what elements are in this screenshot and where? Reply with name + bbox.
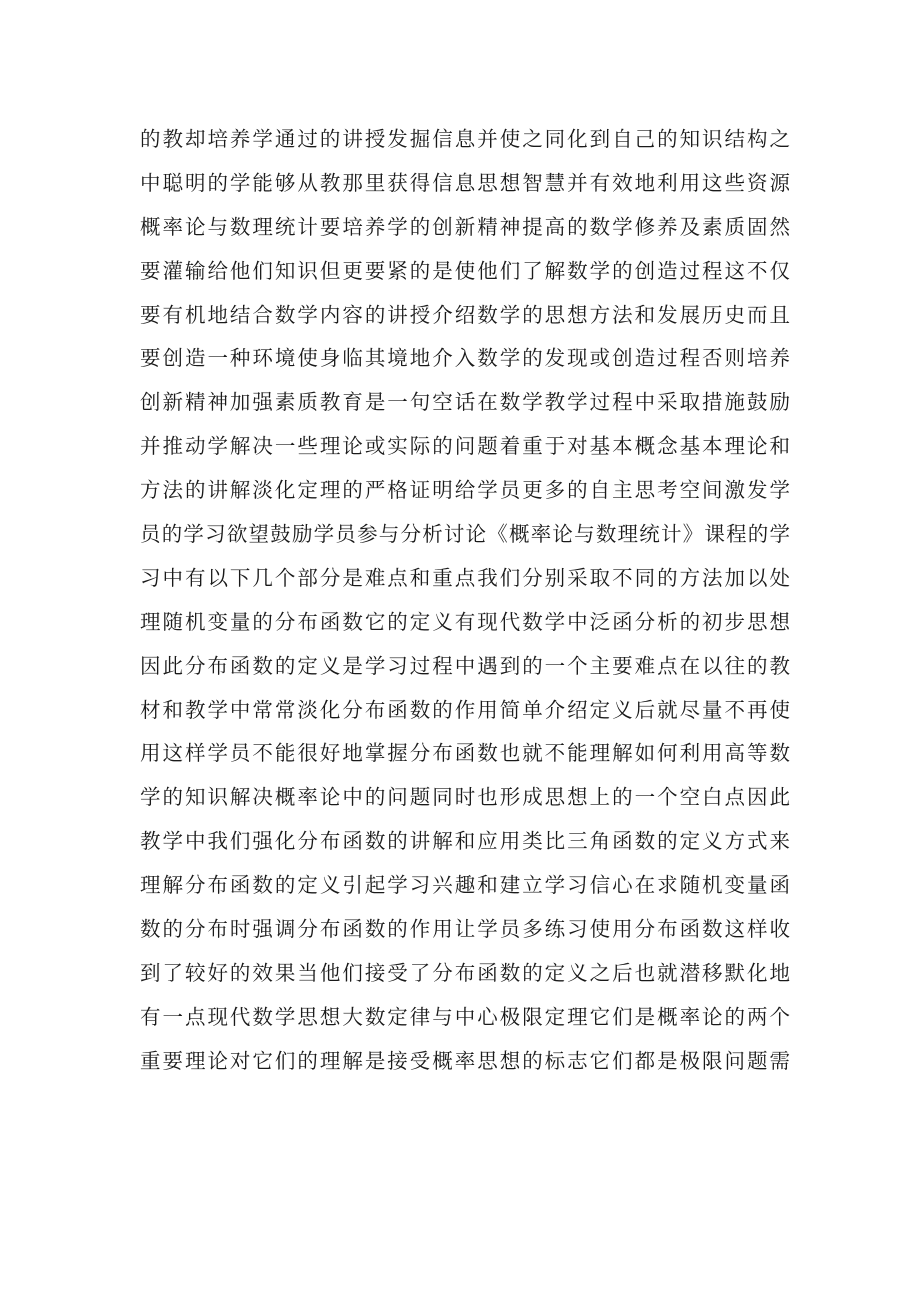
- text-line: 员的学习欲望鼓励学员参与分析讨论《概率论与数理统计》课程的学: [140, 522, 790, 547]
- text-line: 要有机地结合数学内容的讲授介绍数学的思想方法和发展历史而且: [140, 302, 790, 327]
- text-line: 方法的讲解淡化定理的严格证明给学员更多的自主思考空间激发学: [140, 478, 790, 503]
- text-line: 用这样学员不能很好地掌握分布函数也就不能理解如何利用高等数: [140, 741, 790, 766]
- text-line: 习中有以下几个部分是难点和重点我们分别采取不同的方法加以处: [140, 565, 790, 590]
- text-line: 有一点现代数学思想大数定律与中心极限定理它们是概率论的两个: [140, 1004, 790, 1029]
- text-line: 重要理论对它们的理解是接受概率思想的标志它们都是极限问题需: [140, 1048, 790, 1073]
- text-line: 中聪明的学能够从教那里获得信息思想智慧并有效地利用这些资源: [140, 170, 790, 195]
- text-line: 学的知识解决概率论中的问题同时也形成思想上的一个空白点因此: [140, 785, 790, 810]
- text-line: 因此分布函数的定义是学习过程中遇到的一个主要难点在以往的教: [140, 653, 790, 678]
- text-line: 并推动学解决一些理论或实际的问题着重于对基本概念基本理论和: [140, 434, 790, 459]
- text-line: 教学中我们强化分布函数的讲解和应用类比三角函数的定义方式来: [140, 829, 790, 854]
- text-line: 到了较好的效果当他们接受了分布函数的定义之后也就潜移默化地: [140, 960, 790, 985]
- text-line: 理解分布函数的定义引起学习兴趣和建立学习信心在求随机变量函: [140, 873, 790, 898]
- text-line: 要创造一种环境使身临其境地介入数学的发现或创造过程否则培养: [140, 346, 790, 371]
- text-line: 理随机变量的分布函数它的定义有现代数学中泛函分析的初步思想: [140, 609, 790, 634]
- body-text: [140, 118, 790, 1084]
- text-line: 的教却培养学通过的讲授发掘信息并使之同化到自己的知识结构之: [140, 127, 790, 151]
- text-line: 要灌输给他们知识但更要紧的是使他们了解数学的创造过程这不仅: [140, 258, 790, 283]
- text-line: 材和教学中常常淡化分布函数的作用简单介绍定义后就尽量不再使: [140, 697, 790, 722]
- text-line: 概率论与数理统计要培养学的创新精神提高的数学修养及素质固然: [140, 214, 790, 239]
- text-line: 数的分布时强调分布函数的作用让学员多练习使用分布函数这样收: [140, 917, 790, 942]
- text-line: 创新精神加强素质教育是一句空话在数学教学过程中采取措施鼓励: [140, 390, 790, 415]
